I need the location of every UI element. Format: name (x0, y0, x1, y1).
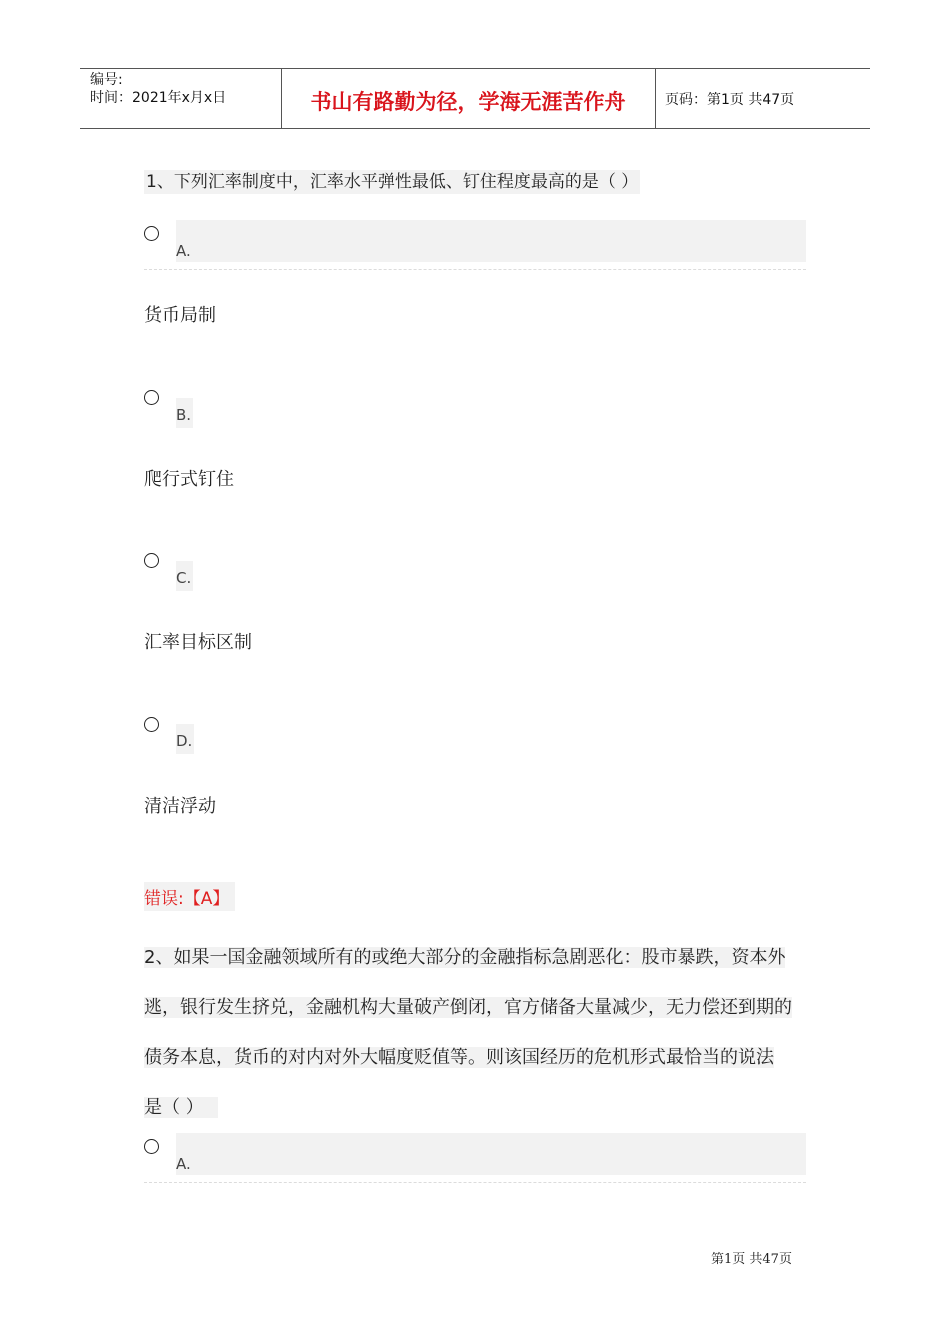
q2-option-a-letter: A. (176, 1155, 191, 1173)
option-a-bar (176, 220, 806, 262)
option-b-letter: B. (176, 398, 193, 428)
header-motto: 书山有路勤为径，学海无涯苦作舟 (310, 89, 626, 114)
question-2-line: 逃，银行发生挤兑，金融机构大量破产倒闭，官方储备大量减少，无力偿还到期的 (144, 997, 792, 1018)
header-meta (90, 71, 226, 107)
option-c-text: 汇率目标区制 (144, 632, 252, 653)
option-d-radio[interactable] (144, 717, 159, 732)
page-header (80, 68, 870, 129)
number-label: 编号: (90, 72, 123, 88)
q2-option-a-radio[interactable] (144, 1139, 159, 1154)
q2-option-a-bar (176, 1133, 806, 1175)
option-c-letter: C. (176, 561, 193, 591)
time-label: 时间：2021年x月x日 (90, 90, 227, 106)
option-b-text: 爬行式钉住 (144, 469, 234, 490)
question-2-line: 是（ ） (144, 1083, 808, 1133)
question-2-title (144, 933, 808, 1133)
page-footer: 第1页 共47页 (711, 1252, 792, 1267)
option-divider (144, 269, 806, 270)
option-a-text: 货币局制 (144, 305, 216, 326)
question-2-line: 债务本息，货币的对内对外大幅度贬值等。则该国经历的危机形式最恰当的说法 (144, 1047, 774, 1068)
option-a-letter: A. (176, 242, 191, 260)
option-d-text: 清洁浮动 (144, 796, 216, 817)
question-2-line: 2、如果一国金融领域所有的或绝大部分的金融指标急剧恶化：股市暴跌，资本外 (144, 947, 786, 968)
question-1-title: 1、下列汇率制度中，汇率水平弹性最低、钉住程度最高的是（ ） (146, 172, 639, 192)
option-a-radio[interactable] (144, 226, 159, 241)
option-d-letter: D. (176, 724, 194, 754)
option-b-radio[interactable] (144, 390, 159, 405)
option-divider (144, 1182, 806, 1183)
answer-result: 错误:【A】 (144, 882, 235, 911)
header-divider (655, 69, 656, 128)
header-page-info: 页码：第1页 共47页 (665, 92, 795, 108)
option-c-radio[interactable] (144, 553, 159, 568)
